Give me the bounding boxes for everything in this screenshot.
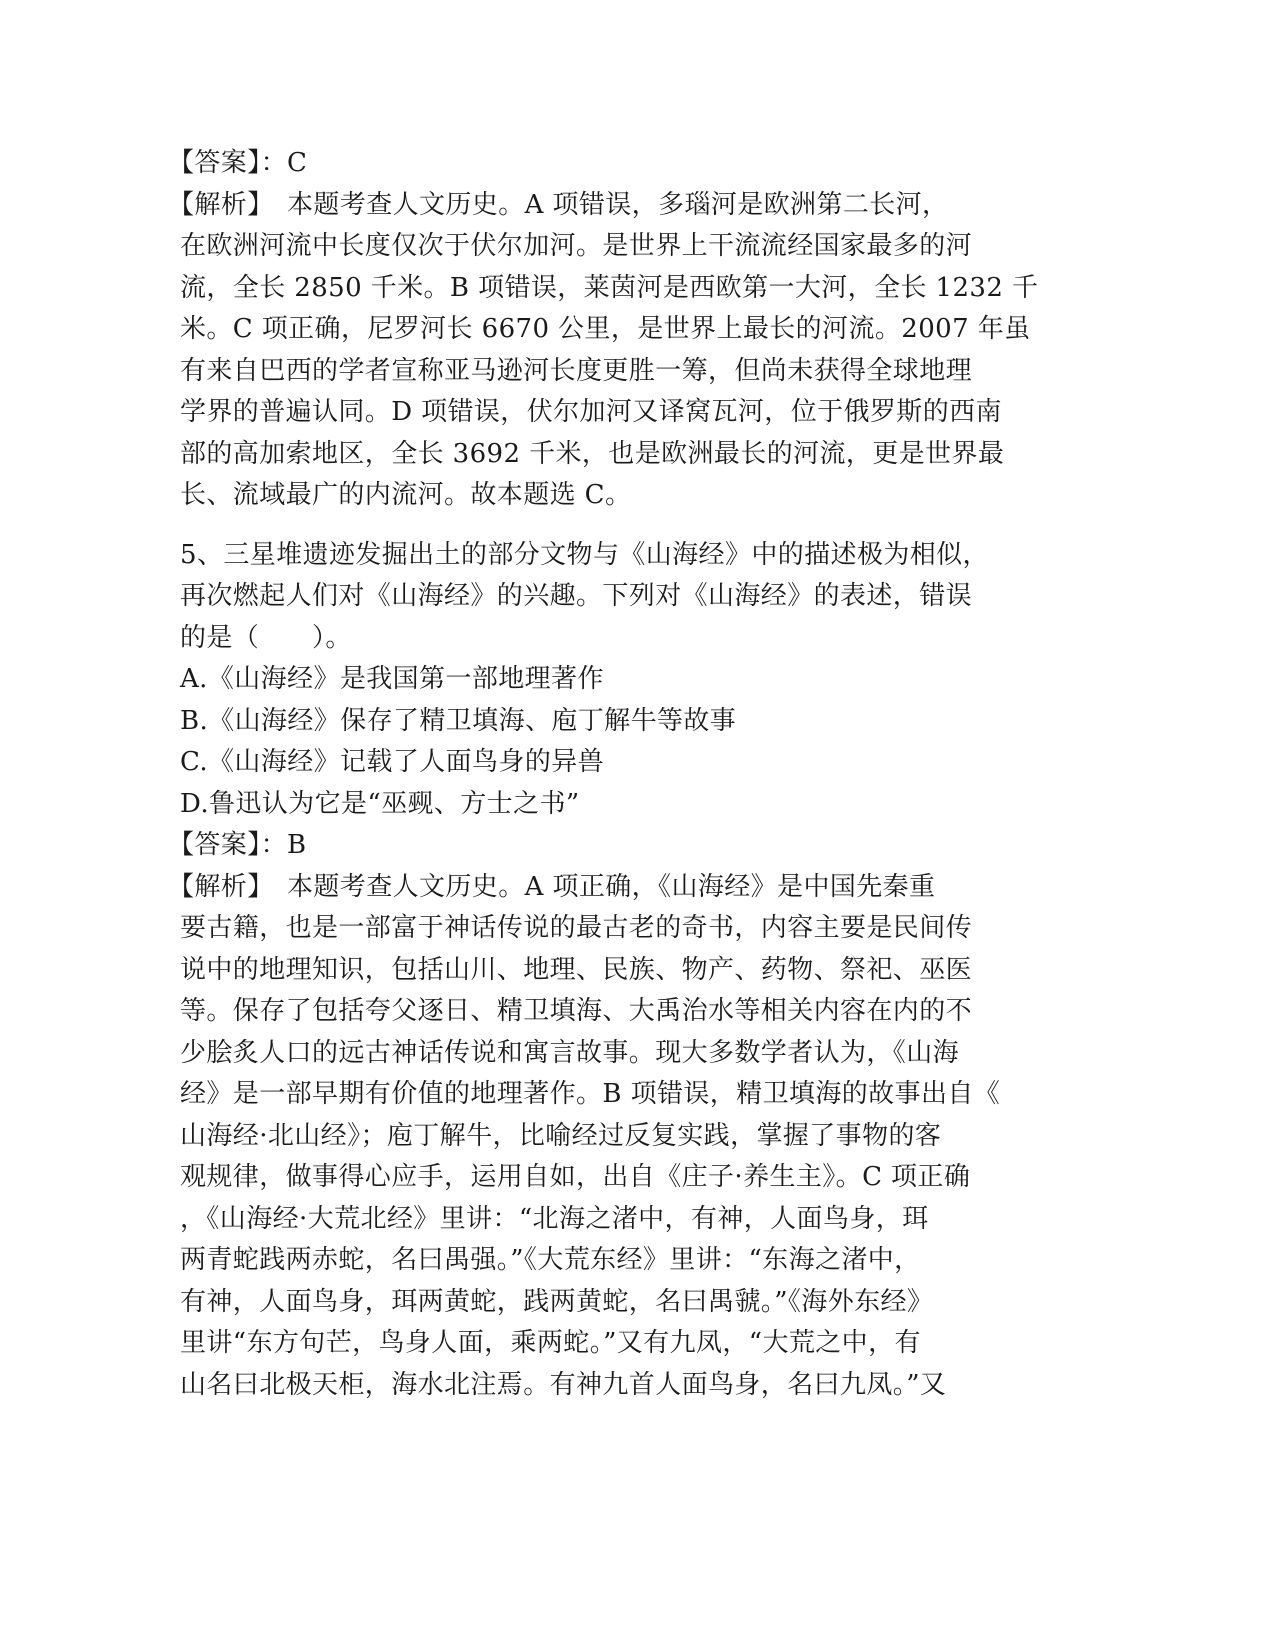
analysis-line: 山海经·北山经》；庖丁解牛，比喻经过反复实践，掌握了事物的客 (180, 1120, 942, 1151)
option-d: D.鲁迅认为它是“巫觋、方士之书” (180, 788, 580, 819)
analysis-line: 长、流域最广的内流河。故本题选 C。 (180, 480, 632, 510)
analysis-block-2 (168, 867, 1060, 1407)
analysis-line: 里讲“东方句芒，鸟身人面，乘两蛇。”又有九凤，“大荒之中，有 (180, 1328, 921, 1358)
analysis-line: 流，全长 2850 千米。B 项错误，莱茵河是西欧第一大河，全长 1232 千 (180, 272, 1039, 303)
analysis-line: 【解析】 本题考查人文历史。A 项正确，《山海经》是中国先秦重 (168, 871, 936, 902)
analysis-line: 部的高加索地区，全长 3692 千米，也是欧洲最长的河流，更是世界最 (180, 438, 1005, 469)
analysis-line: 少脍炙人口的远古神话传说和寓言故事。现大多数学者认为，《山海 (180, 1037, 960, 1068)
analysis-block-1 (168, 185, 1060, 517)
analysis-line: ，《山海经·大荒北经》里讲：“北海之渚中，有神，人面鸟身，珥 (180, 1203, 929, 1234)
analysis-line: 山名曰北极天柜，海水北注焉。有神九首人面鸟身，名曰九凤。”又 (180, 1369, 947, 1400)
analysis-line: 学界的普遍认同。D 项错误，伏尔加河又译窝瓦河，位于俄罗斯的西南 (180, 397, 1002, 427)
analysis-line: 要古籍，也是一部富于神话传说的最古老的奇书，内容主要是民间传 (180, 913, 973, 943)
analysis-line: 米。C 项正确，尼罗河长 6670 公里，是世界上最长的河流。2007 年虽 (180, 314, 1031, 344)
question-stem-line: 的是（ ）。 (180, 622, 352, 653)
option-b: B.《山海经》保存了精卫填海、庖丁解牛等故事 (180, 705, 737, 736)
answer-line-1: 【答案】：C (168, 148, 308, 178)
section-gap (180, 517, 1060, 535)
analysis-line: 说中的地理知识，包括山川、地理、民族、物产、药物、祭祀、巫医 (180, 954, 973, 985)
option-a: A.《山海经》是我国第一部地理著作 (180, 664, 604, 694)
answer-line-2: 【答案】：B (168, 830, 307, 860)
analysis-line: 经》是一部早期有价值的地理著作。B 项错误，精卫填海的故事出自《 (180, 1079, 1001, 1109)
option-c: C.《山海经》记载了人面鸟身的异兽 (180, 747, 605, 777)
question-stem-line: 5、三星堆遗迹发掘出土的部分文物与《山海经》中的描述极为相似， (180, 539, 989, 570)
analysis-line: 【解析】 本题考查人文历史。A 项错误，多瑙河是欧洲第二长河， (168, 189, 949, 220)
analysis-line: 有神，人面鸟身，珥两黄蛇，践两黄蛇，名曰禺虢。”《海外东经》 (180, 1286, 934, 1317)
analysis-line: 在欧洲河流中长度仅次于伏尔加河。是世界上干流流经国家最多的河 (180, 231, 973, 261)
analysis-line: 观规律，做事得心应手，运用自如，出自《庄子·养生主》。C 项正确 (180, 1162, 971, 1192)
question-5 (168, 535, 1060, 1407)
analysis-line: 等。保存了包括夸父逐日、精卫填海、大禹治水等相关内容在内的不 (180, 996, 973, 1026)
question-stem-line: 再次燃起人们对《山海经》的兴趣。下列对《山海经》的表述，错误 (180, 581, 973, 611)
analysis-line: 有来自巴西的学者宣称亚马逊河长度更胜一筹，但尚未获得全球地理 (180, 355, 973, 386)
analysis-line: 两青蛇践两赤蛇，名曰禺强。”《大荒东经》里讲：“东海之渚中， (180, 1245, 921, 1275)
document-page (168, 143, 1060, 1406)
